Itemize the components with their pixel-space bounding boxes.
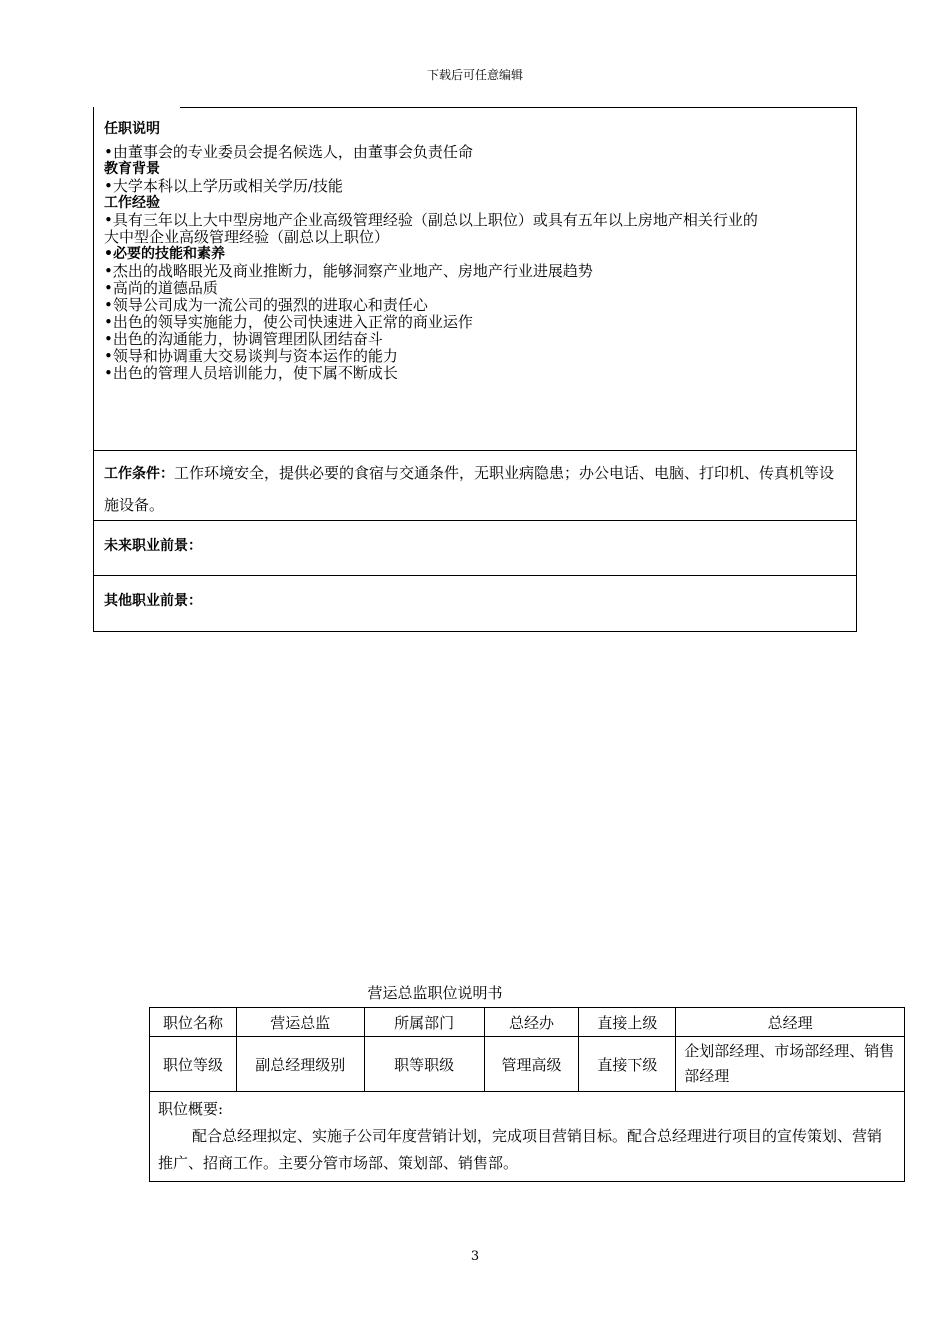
requirements-title: 任职说明: [104, 121, 160, 137]
work-conditions-section: [94, 450, 856, 521]
table-row: [150, 1008, 905, 1037]
work-conditions-text: 工作环境安全，提供必要的食宿与交通条件，无职业病隐患；办公电话、电脑、打印机、传真机等设施设备。: [104, 464, 835, 514]
skill-item: •领导公司成为一流公司的强烈的进取心和责任心: [104, 296, 428, 314]
skill-item: •杰出的战略眼光及商业推断力，能够洞察产业地产、房地产行业进展趋势: [104, 262, 593, 280]
cell-value: 总经理: [676, 1008, 905, 1037]
skill-item: •出色的管理人员培训能力，使下属不断成长: [104, 364, 398, 382]
education-title: 教育背景: [104, 161, 160, 177]
future-career-section: [94, 521, 856, 576]
requirements-section: [94, 107, 856, 451]
experience-text-2: 大中型企业高级管理经验（副总以上职位）: [104, 228, 390, 246]
cell-value: 企划部经理、市场部经理、销售部经理: [676, 1037, 905, 1092]
cell-label: 职等职级: [364, 1037, 484, 1092]
future-career-label: 未来职业前景：: [104, 538, 202, 554]
education-text: •大学本科以上学历或相关学历/技能: [104, 177, 343, 195]
cell-label: 职位等级: [150, 1037, 237, 1092]
cell-value: 副总经理级别: [236, 1037, 364, 1092]
skill-item: •高尚的道德品质: [104, 279, 218, 297]
cell-value: 管理高级: [484, 1037, 579, 1092]
summary-label: 职位概要:: [158, 1100, 224, 1118]
cell-value: 总经办: [484, 1008, 579, 1037]
experience-title: 工作经验: [104, 195, 160, 211]
summary-text: 配合总经理拟定、实施子公司年度营销计划，完成项目营销目标。配合总经理进行项目的宣传策划、营销推广、招商工作。主要分管市场部、策划部、销售部。: [158, 1127, 883, 1172]
cell-value: 营运总监: [236, 1008, 364, 1037]
experience-text-1: •具有三年以上大中型房地产企业高级管理经验（副总以上职位）或具有五年以上房地产相关行业的: [104, 211, 758, 229]
appointment-text: •由董事会的专业委员会提名候选人，由董事会负责任命: [104, 143, 473, 161]
header-note: 下载后可任意编辑: [426, 68, 523, 82]
cell-label: 直接上级: [579, 1008, 676, 1037]
skill-item: •出色的沟通能力，协调管理团队团结奋斗: [104, 330, 383, 348]
skill-item: •领导和协调重大交易谈判与资本运作的能力: [104, 347, 398, 365]
work-conditions-label: 工作条件：: [104, 466, 174, 482]
other-career-section: [94, 576, 856, 631]
table-row: [150, 1037, 905, 1092]
other-career-label: 其他职业前景：: [104, 593, 202, 609]
skills-title: •必要的技能和素养: [104, 246, 225, 262]
table-row: [150, 1092, 905, 1182]
skill-item: •出色的领导实施能力，使公司快速进入正常的商业运作: [104, 313, 473, 331]
summary-cell: [150, 1092, 905, 1182]
cell-label: 所属部门: [364, 1008, 484, 1037]
job-requirements-table: [93, 107, 857, 632]
position-description-table: [149, 1007, 905, 1182]
document-title: 营运总监职位说明书: [367, 984, 503, 1002]
cell-label: 直接下级: [579, 1037, 676, 1092]
page-number: 3: [470, 1249, 480, 1264]
cell-label: 职位名称: [150, 1008, 237, 1037]
